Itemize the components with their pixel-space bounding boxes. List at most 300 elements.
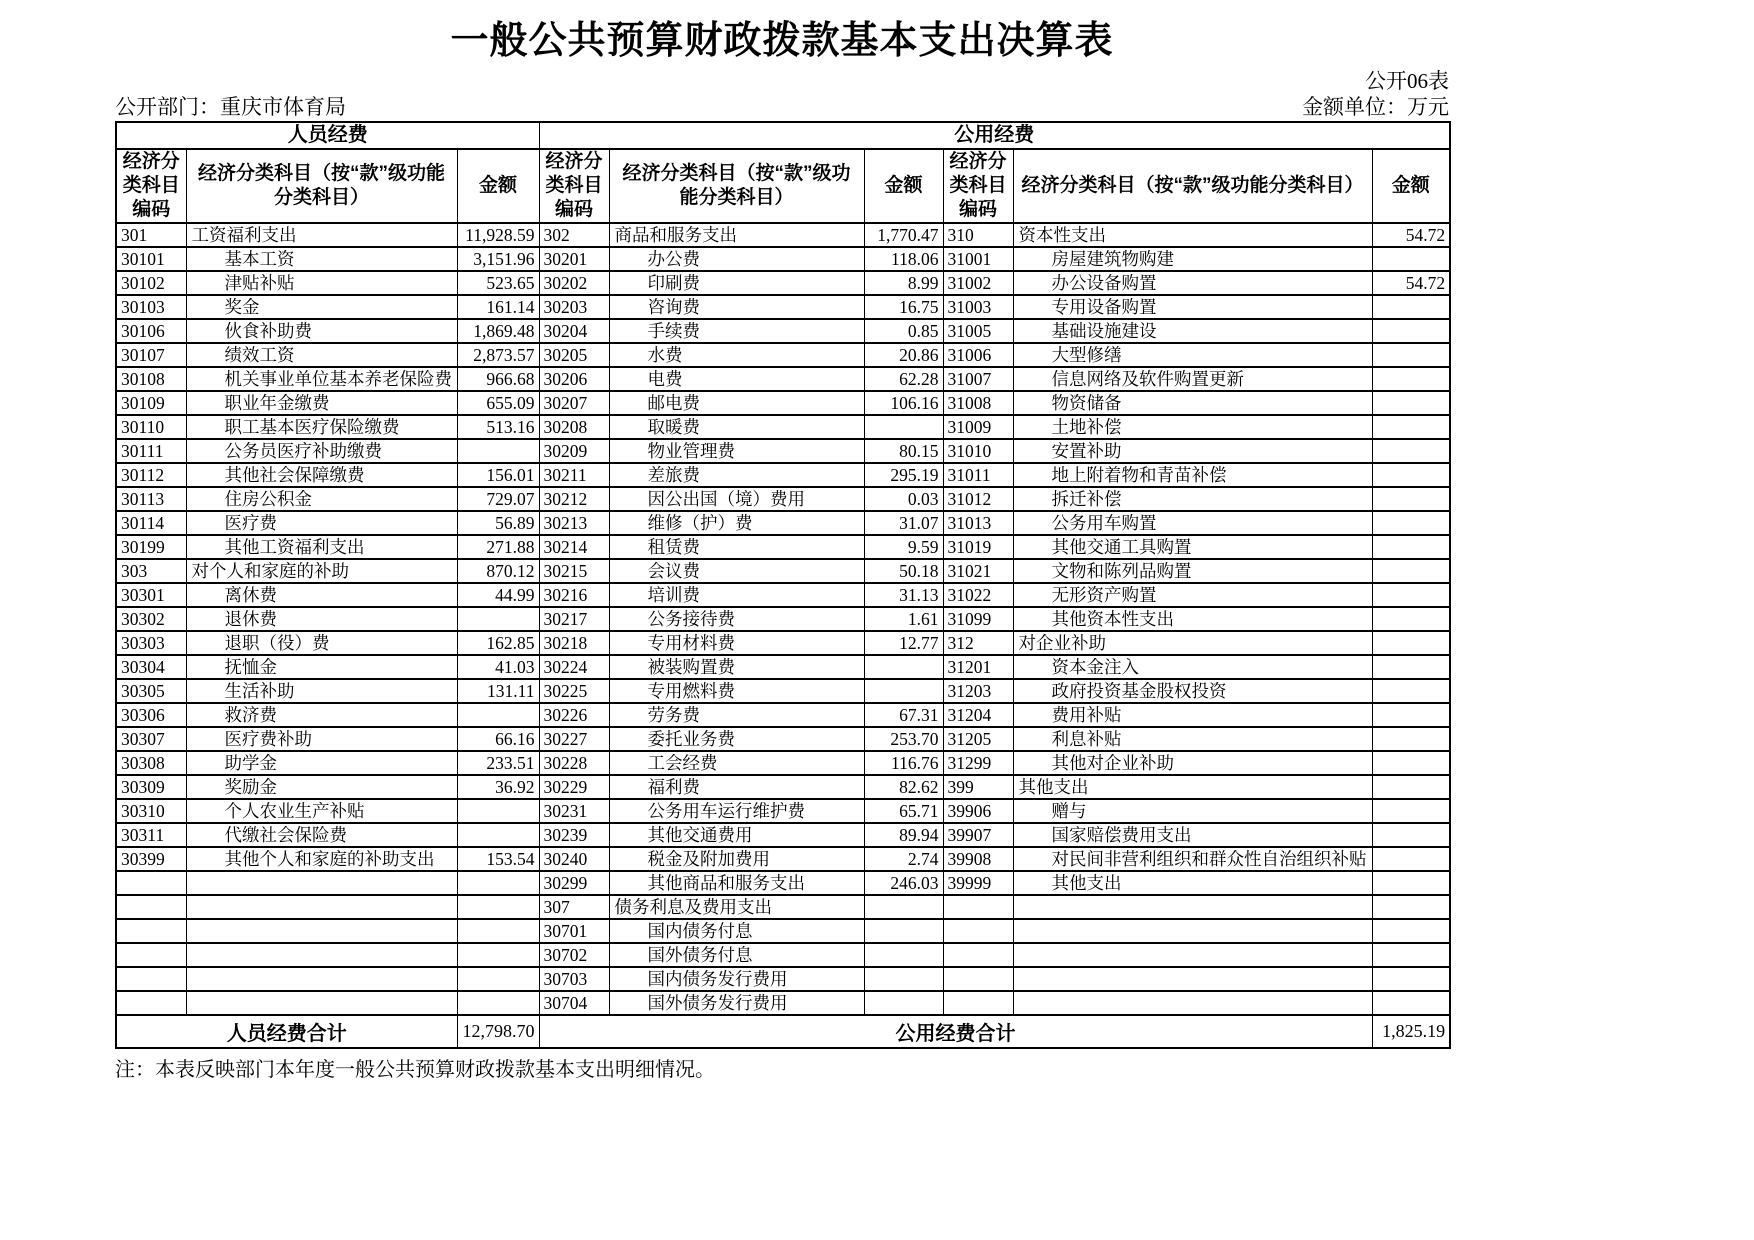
code-cell: 30207	[539, 391, 609, 415]
col-header-code-3: 经济分类科目编码	[943, 149, 1013, 223]
amount-cell	[864, 943, 943, 967]
code-cell	[943, 943, 1013, 967]
code-cell: 31013	[943, 511, 1013, 535]
subject-cell: 劳务费	[609, 703, 864, 727]
amount-cell: 233.51	[457, 751, 539, 775]
subject-cell: 其他资本性支出	[1013, 607, 1372, 631]
amount-cell	[1372, 727, 1450, 751]
amount-cell: 80.15	[864, 439, 943, 463]
amount-cell: 36.92	[457, 775, 539, 799]
code-cell: 30307	[116, 727, 186, 751]
subject-cell: 工会经费	[609, 751, 864, 775]
subject-cell	[186, 871, 457, 895]
amount-cell: 65.71	[864, 799, 943, 823]
code-cell	[116, 895, 186, 919]
code-cell: 30228	[539, 751, 609, 775]
code-cell: 31011	[943, 463, 1013, 487]
code-cell: 31012	[943, 487, 1013, 511]
subject-cell: 其他个人和家庭的补助支出	[186, 847, 457, 871]
amount-cell	[1372, 343, 1450, 367]
code-cell	[116, 919, 186, 943]
col-header-subject-1: 经济分类科目（按“款”级功能分类科目）	[186, 149, 457, 223]
subject-cell: 退职（役）费	[186, 631, 457, 655]
table-note: 注：本表反映部门本年度一般公共预算财政拨款基本支出明细情况。	[115, 1059, 715, 1081]
subject-cell: 会议费	[609, 559, 864, 583]
subject-cell	[1013, 991, 1372, 1015]
subject-cell: 地上附着物和青苗补偿	[1013, 463, 1372, 487]
subject-cell: 文物和陈列品购置	[1013, 559, 1372, 583]
code-cell: 31005	[943, 319, 1013, 343]
subject-cell: 被装购置费	[609, 655, 864, 679]
amount-cell	[457, 439, 539, 463]
subject-cell: 生活补助	[186, 679, 457, 703]
amount-cell: 62.28	[864, 367, 943, 391]
subject-cell: 国内债务发行费用	[609, 967, 864, 991]
code-cell	[116, 871, 186, 895]
code-cell	[943, 991, 1013, 1015]
code-cell: 30101	[116, 247, 186, 271]
table-row	[116, 871, 1450, 895]
code-cell: 31006	[943, 343, 1013, 367]
amount-cell	[457, 799, 539, 823]
subject-cell: 费用补贴	[1013, 703, 1372, 727]
public-total-amount: 1,825.19	[1372, 1015, 1450, 1048]
subject-cell: 房屋建筑物购建	[1013, 247, 1372, 271]
code-cell: 30231	[539, 799, 609, 823]
code-cell: 30113	[116, 487, 186, 511]
code-cell: 30239	[539, 823, 609, 847]
subject-cell: 维修（护）费	[609, 511, 864, 535]
subject-cell: 其他工资福利支出	[186, 535, 457, 559]
code-cell	[116, 967, 186, 991]
subject-cell: 其他对企业补助	[1013, 751, 1372, 775]
amount-cell	[864, 895, 943, 919]
amount-cell	[457, 919, 539, 943]
amount-cell: 156.01	[457, 463, 539, 487]
code-cell	[943, 919, 1013, 943]
code-cell: 30229	[539, 775, 609, 799]
amount-cell	[864, 967, 943, 991]
code-cell: 31001	[943, 247, 1013, 271]
amount-cell	[1372, 703, 1450, 727]
amount-cell: 2,873.57	[457, 343, 539, 367]
amount-cell: 1,770.47	[864, 223, 943, 247]
subject-cell	[1013, 943, 1372, 967]
amount-cell	[1372, 967, 1450, 991]
group-header-row	[116, 122, 1450, 149]
amount-cell: 2.74	[864, 847, 943, 871]
group-header-personnel: 人员经费	[116, 122, 539, 149]
code-cell: 30212	[539, 487, 609, 511]
amount-cell	[1372, 991, 1450, 1015]
amount-cell	[1372, 439, 1450, 463]
code-cell: 30224	[539, 655, 609, 679]
code-cell: 30227	[539, 727, 609, 751]
amount-cell	[457, 895, 539, 919]
amount-cell	[864, 655, 943, 679]
table-row	[116, 463, 1450, 487]
subject-cell: 资本性支出	[1013, 223, 1372, 247]
subject-cell: 伙食补助费	[186, 319, 457, 343]
table-row	[116, 943, 1450, 967]
subject-cell: 救济费	[186, 703, 457, 727]
subject-cell: 电费	[609, 367, 864, 391]
amount-cell	[457, 871, 539, 895]
amount-cell: 0.85	[864, 319, 943, 343]
amount-cell: 1,869.48	[457, 319, 539, 343]
amount-cell: 131.11	[457, 679, 539, 703]
subject-cell: 福利费	[609, 775, 864, 799]
code-cell: 307	[539, 895, 609, 919]
code-cell: 31299	[943, 751, 1013, 775]
amount-cell: 295.19	[864, 463, 943, 487]
code-cell: 30304	[116, 655, 186, 679]
code-cell: 30399	[116, 847, 186, 871]
amount-cell: 8.99	[864, 271, 943, 295]
unit-label: 金额单位：万元	[1302, 95, 1449, 119]
subject-cell: 对企业补助	[1013, 631, 1372, 655]
subject-cell: 商品和服务支出	[609, 223, 864, 247]
code-cell: 31002	[943, 271, 1013, 295]
amount-cell	[1372, 511, 1450, 535]
amount-cell	[1372, 463, 1450, 487]
subject-cell: 基础设施建设	[1013, 319, 1372, 343]
col-header-amount-1: 金额	[457, 149, 539, 223]
code-cell: 31021	[943, 559, 1013, 583]
code-cell: 30111	[116, 439, 186, 463]
subject-cell: 奖金	[186, 295, 457, 319]
amount-cell: 153.54	[457, 847, 539, 871]
subject-cell: 安置补助	[1013, 439, 1372, 463]
subject-cell: 土地补偿	[1013, 415, 1372, 439]
amount-cell	[457, 607, 539, 631]
code-cell: 30110	[116, 415, 186, 439]
code-cell: 30702	[539, 943, 609, 967]
amount-cell: 246.03	[864, 871, 943, 895]
subject-cell	[1013, 967, 1372, 991]
code-cell: 312	[943, 631, 1013, 655]
amount-cell: 54.72	[1372, 223, 1450, 247]
subject-cell	[186, 919, 457, 943]
table-row	[116, 343, 1450, 367]
code-cell: 30302	[116, 607, 186, 631]
code-cell: 30215	[539, 559, 609, 583]
amount-cell: 54.72	[1372, 271, 1450, 295]
amount-cell	[457, 943, 539, 967]
amount-cell	[864, 991, 943, 1015]
code-cell: 31008	[943, 391, 1013, 415]
col-header-subject-2: 经济分类科目（按“款”级功能分类科目）	[609, 149, 864, 223]
table-row	[116, 727, 1450, 751]
amount-cell	[457, 823, 539, 847]
table-row	[116, 319, 1450, 343]
subject-cell	[1013, 919, 1372, 943]
table-row	[116, 631, 1450, 655]
table-row	[116, 607, 1450, 631]
amount-cell	[1372, 535, 1450, 559]
table-row	[116, 679, 1450, 703]
col-header-amount-2: 金额	[864, 149, 943, 223]
code-cell: 30206	[539, 367, 609, 391]
subject-cell: 对民间非营利组织和群众性自治组织补贴	[1013, 847, 1372, 871]
amount-cell	[1372, 487, 1450, 511]
subject-cell: 水费	[609, 343, 864, 367]
code-cell: 31003	[943, 295, 1013, 319]
table-row	[116, 559, 1450, 583]
table-row	[116, 895, 1450, 919]
table-row	[116, 295, 1450, 319]
code-cell: 399	[943, 775, 1013, 799]
subject-cell: 医疗费补助	[186, 727, 457, 751]
subject-cell: 办公费	[609, 247, 864, 271]
code-cell: 30310	[116, 799, 186, 823]
subject-cell	[186, 895, 457, 919]
code-cell: 30106	[116, 319, 186, 343]
table-row	[116, 703, 1450, 727]
subject-cell: 公务员医疗补助缴费	[186, 439, 457, 463]
amount-cell	[1372, 319, 1450, 343]
code-cell: 31201	[943, 655, 1013, 679]
subject-cell: 信息网络及软件购置更新	[1013, 367, 1372, 391]
subject-cell: 代缴社会保险费	[186, 823, 457, 847]
department-label: 公开部门：重庆市体育局	[115, 95, 346, 119]
code-cell: 30218	[539, 631, 609, 655]
table-row	[116, 271, 1450, 295]
code-cell: 30211	[539, 463, 609, 487]
amount-cell: 67.31	[864, 703, 943, 727]
amount-cell	[1372, 295, 1450, 319]
subject-cell: 邮电费	[609, 391, 864, 415]
code-cell: 30209	[539, 439, 609, 463]
code-cell: 39906	[943, 799, 1013, 823]
table-row	[116, 655, 1450, 679]
subject-cell: 债务利息及费用支出	[609, 895, 864, 919]
code-cell: 30102	[116, 271, 186, 295]
subject-cell: 租赁费	[609, 535, 864, 559]
code-cell: 302	[539, 223, 609, 247]
code-cell	[943, 967, 1013, 991]
subject-cell: 因公出国（境）费用	[609, 487, 864, 511]
table-row	[116, 967, 1450, 991]
subject-cell: 公务接待费	[609, 607, 864, 631]
code-cell: 39999	[943, 871, 1013, 895]
col-header-amount-3: 金额	[1372, 149, 1450, 223]
subject-cell	[186, 967, 457, 991]
subject-cell: 离休费	[186, 583, 457, 607]
subject-cell: 绩效工资	[186, 343, 457, 367]
code-cell: 30703	[539, 967, 609, 991]
amount-cell: 523.65	[457, 271, 539, 295]
subject-cell: 职业年金缴费	[186, 391, 457, 415]
subject-cell: 拆迁补偿	[1013, 487, 1372, 511]
subject-cell: 差旅费	[609, 463, 864, 487]
personnel-total-amount: 12,798.70	[457, 1015, 539, 1048]
subject-cell: 印刷费	[609, 271, 864, 295]
amount-cell	[1372, 247, 1450, 271]
table-row	[116, 367, 1450, 391]
subject-cell: 公务用车购置	[1013, 511, 1372, 535]
subject-cell: 公务用车运行维护费	[609, 799, 864, 823]
code-cell: 30217	[539, 607, 609, 631]
amount-cell: 11,928.59	[457, 223, 539, 247]
amount-cell: 3,151.96	[457, 247, 539, 271]
amount-cell	[1372, 679, 1450, 703]
amount-cell	[1372, 895, 1450, 919]
code-cell: 30303	[116, 631, 186, 655]
code-cell: 30103	[116, 295, 186, 319]
subject-cell: 无形资产购置	[1013, 583, 1372, 607]
subject-cell: 国内债务付息	[609, 919, 864, 943]
code-cell: 31019	[943, 535, 1013, 559]
amount-cell: 66.16	[457, 727, 539, 751]
amount-cell	[864, 679, 943, 703]
amount-cell	[1372, 847, 1450, 871]
code-cell: 30201	[539, 247, 609, 271]
amount-cell	[1372, 559, 1450, 583]
col-header-code-2: 经济分类科目编码	[539, 149, 609, 223]
code-cell: 30199	[116, 535, 186, 559]
table-row	[116, 775, 1450, 799]
subject-cell: 赠与	[1013, 799, 1372, 823]
amount-cell	[457, 991, 539, 1015]
subject-cell: 个人农业生产补贴	[186, 799, 457, 823]
code-cell: 30216	[539, 583, 609, 607]
amount-cell: 655.09	[457, 391, 539, 415]
amount-cell	[1372, 799, 1450, 823]
column-header-row	[116, 149, 1450, 223]
subject-cell: 工资福利支出	[186, 223, 457, 247]
subject-cell: 住房公积金	[186, 487, 457, 511]
subject-cell: 物业管理费	[609, 439, 864, 463]
amount-cell	[1372, 919, 1450, 943]
amount-cell	[1372, 607, 1450, 631]
subject-cell: 抚恤金	[186, 655, 457, 679]
table-row	[116, 415, 1450, 439]
subject-cell: 津贴补贴	[186, 271, 457, 295]
code-cell: 30205	[539, 343, 609, 367]
code-cell: 31007	[943, 367, 1013, 391]
amount-cell: 20.86	[864, 343, 943, 367]
table-row	[116, 247, 1450, 271]
amount-cell: 513.16	[457, 415, 539, 439]
col-header-code-1: 经济分类科目编码	[116, 149, 186, 223]
table-row	[116, 799, 1450, 823]
code-cell: 30299	[539, 871, 609, 895]
amount-cell	[1372, 751, 1450, 775]
code-cell: 30309	[116, 775, 186, 799]
amount-cell: 31.13	[864, 583, 943, 607]
subject-cell: 其他社会保障缴费	[186, 463, 457, 487]
subject-cell: 取暖费	[609, 415, 864, 439]
code-cell: 30109	[116, 391, 186, 415]
amount-cell: 89.94	[864, 823, 943, 847]
amount-cell: 41.03	[457, 655, 539, 679]
amount-cell: 966.68	[457, 367, 539, 391]
code-cell: 30108	[116, 367, 186, 391]
table-row	[116, 583, 1450, 607]
subject-cell: 退休费	[186, 607, 457, 631]
subject-cell: 培训费	[609, 583, 864, 607]
table-row	[116, 223, 1450, 247]
code-cell: 30308	[116, 751, 186, 775]
code-cell: 39908	[943, 847, 1013, 871]
code-cell	[943, 895, 1013, 919]
expenditure-table	[115, 121, 1451, 1049]
subject-cell: 税金及附加费用	[609, 847, 864, 871]
code-cell: 30203	[539, 295, 609, 319]
subject-cell: 专用设备购置	[1013, 295, 1372, 319]
table-row	[116, 535, 1450, 559]
amount-cell	[1372, 655, 1450, 679]
code-cell: 31010	[943, 439, 1013, 463]
subject-cell	[1013, 895, 1372, 919]
code-cell: 30301	[116, 583, 186, 607]
code-cell: 30208	[539, 415, 609, 439]
code-cell: 301	[116, 223, 186, 247]
amount-cell: 253.70	[864, 727, 943, 751]
code-cell: 30225	[539, 679, 609, 703]
totals-row	[116, 1015, 1450, 1048]
subject-cell: 政府投资基金股权投资	[1013, 679, 1372, 703]
subject-cell: 其他支出	[1013, 871, 1372, 895]
subject-cell: 机关事业单位基本养老保险费	[186, 367, 457, 391]
amount-cell	[1372, 775, 1450, 799]
subject-cell: 国外债务付息	[609, 943, 864, 967]
code-cell: 30701	[539, 919, 609, 943]
code-cell: 30214	[539, 535, 609, 559]
subject-cell: 咨询费	[609, 295, 864, 319]
code-cell: 30311	[116, 823, 186, 847]
subject-cell: 其他支出	[1013, 775, 1372, 799]
amount-cell: 12.77	[864, 631, 943, 655]
subject-cell: 对个人和家庭的补助	[186, 559, 457, 583]
subject-cell: 国家赔偿费用支出	[1013, 823, 1372, 847]
subject-cell: 国外债务发行费用	[609, 991, 864, 1015]
amount-cell	[1372, 583, 1450, 607]
amount-cell	[1372, 631, 1450, 655]
amount-cell: 56.89	[457, 511, 539, 535]
subject-cell: 助学金	[186, 751, 457, 775]
amount-cell: 162.85	[457, 631, 539, 655]
table-row	[116, 391, 1450, 415]
code-cell: 30226	[539, 703, 609, 727]
subject-cell: 办公设备购置	[1013, 271, 1372, 295]
code-cell: 303	[116, 559, 186, 583]
amount-cell: 271.88	[457, 535, 539, 559]
code-cell: 30213	[539, 511, 609, 535]
amount-cell: 106.16	[864, 391, 943, 415]
amount-cell	[1372, 871, 1450, 895]
code-cell: 30704	[539, 991, 609, 1015]
amount-cell	[1372, 367, 1450, 391]
subject-cell: 职工基本医疗保险缴费	[186, 415, 457, 439]
subject-cell: 奖励金	[186, 775, 457, 799]
table-number: 公开06表	[1365, 69, 1449, 93]
subject-cell: 专用材料费	[609, 631, 864, 655]
amount-cell	[1372, 943, 1450, 967]
amount-cell: 729.07	[457, 487, 539, 511]
amount-cell: 9.59	[864, 535, 943, 559]
table-row	[116, 823, 1450, 847]
code-cell: 30114	[116, 511, 186, 535]
table-row	[116, 847, 1450, 871]
code-cell: 31203	[943, 679, 1013, 703]
amount-cell	[457, 967, 539, 991]
code-cell: 31009	[943, 415, 1013, 439]
amount-cell: 161.14	[457, 295, 539, 319]
subject-cell	[186, 991, 457, 1015]
amount-cell	[1372, 415, 1450, 439]
